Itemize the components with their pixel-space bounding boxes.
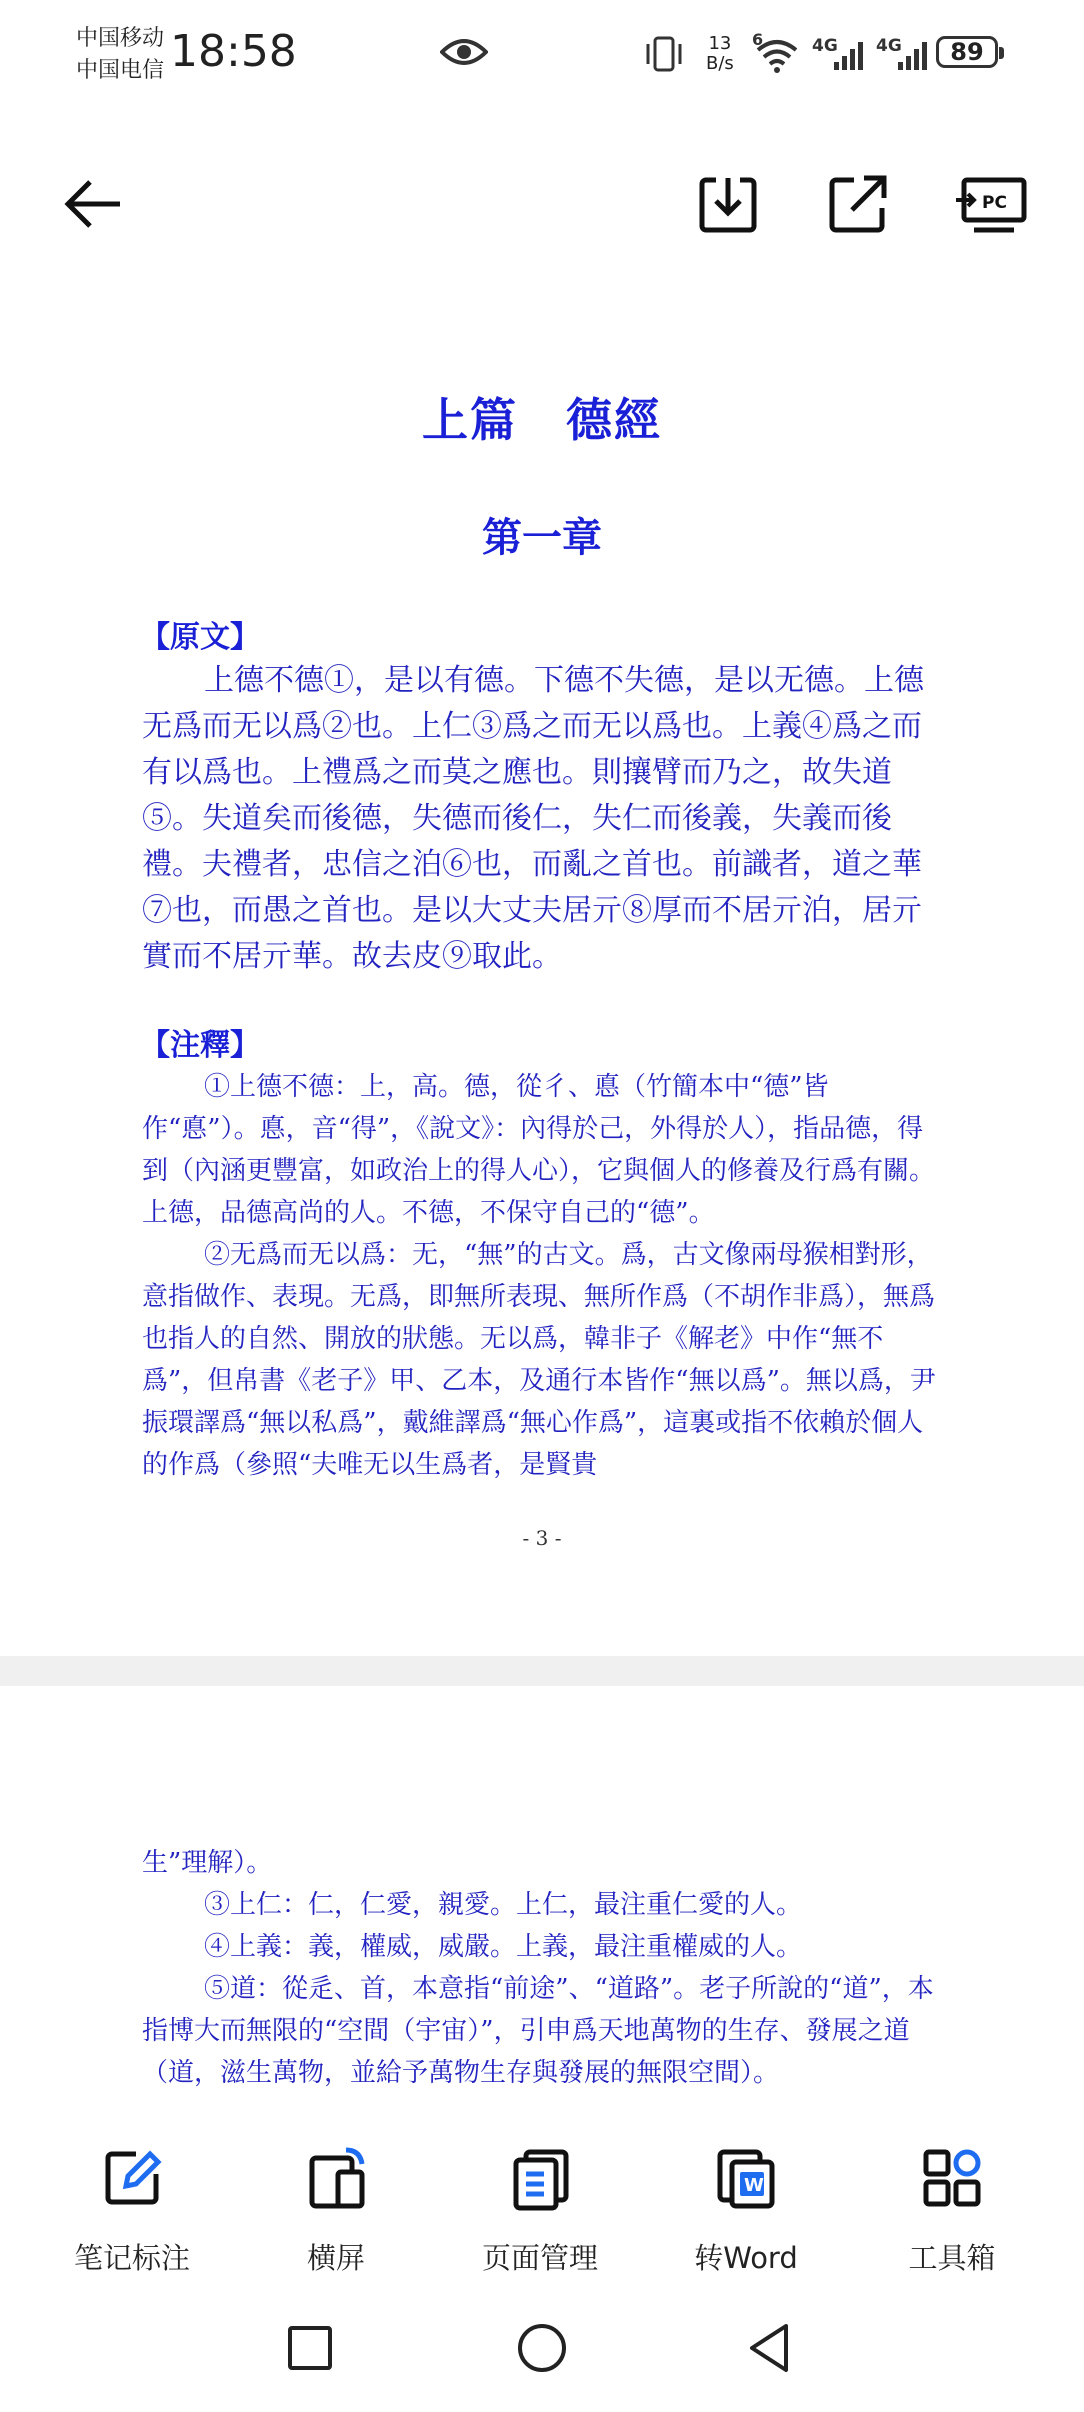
bottom-toolbar [0,2096,1084,2296]
tool-label: 横屏 [306,2241,365,2275]
note-edit-icon [96,2142,168,2214]
original-text [142,658,942,980]
pc-cast-icon[interactable] [952,168,1032,240]
section-original-heading: 【原文】 [140,620,260,655]
back-icon[interactable] [740,2318,800,2378]
tool-label: 工具箱 [908,2241,996,2275]
page-manage-button[interactable] [440,2142,640,2277]
net-speed-value: 13 [708,33,732,54]
back-arrow-icon[interactable] [58,168,130,240]
to-word-button[interactable] [646,2142,846,2277]
carrier-2: 中国电信 [76,58,165,83]
system-nav-bar [0,2296,1084,2412]
document-viewer[interactable] [0,286,1084,2096]
note-annotate-button[interactable] [32,2142,232,2277]
battery-icon: 89 [936,36,998,68]
share-icon[interactable] [822,168,894,240]
net-speed [706,34,734,74]
top-bar [0,140,1084,260]
net-speed-unit: B/s [706,53,734,74]
page-number: - 3 - [522,1526,562,1550]
clock: 18:58 [170,26,297,77]
document-page [0,1686,1084,2096]
home-icon[interactable] [512,2318,572,2378]
signal-2-label: 4G [876,36,902,56]
note-paragraph: ②无爲而无以爲：无，“無”的古文。爲，古文像兩母猴相對形，意指做作、表現。无爲，即無所表現、無所作爲（不胡作非爲），無爲也指人的自然、開放的狀態。无以爲，韓非子《解老》中作“無不爲”，但帛書《老子》甲、乙本，及通行本皆作“無以爲”。無以爲，尹振環譯爲“無以私爲”，戴維譯爲“無心作爲”，這裏或指不依賴於個人的作爲（參照“夫唯无以生爲者，是賢貴 [142,1240,936,1480]
wifi-badge: 6 [752,30,764,49]
signal-1-label: 4G [812,36,838,56]
tool-label: 转Word [694,2241,798,2275]
carrier-1: 中国移动 [76,26,165,51]
toolbox-button[interactable] [852,2142,1052,2277]
landscape-button[interactable] [236,2142,436,2277]
note-paragraph: ③上仁：仁，仁愛，親愛。上仁，最注重仁愛的人。 [204,1890,803,1920]
eye-icon [440,36,488,68]
original-paragraph: 上德不德①，是以有德。下德不失德，是以无德。上德无爲而无以爲②也。上仁③爲之而无以爲也。上義④爲之而有以爲也。上禮爲之而莫之應也。則攘臂而乃之，故失道⑤。失道矣而後德，失德而後仁，失仁而後義，失義而後禮。夫禮者，忠信之泊⑥也，而亂之首也。前識者，道之華⑦也，而愚之首也。是以大丈夫居亓⑧厚而不居亓泊，居亓實而不居亓華。故去皮⑨取此。 [142,663,924,974]
recent-apps-icon[interactable] [280,2318,340,2378]
download-icon[interactable] [692,168,764,240]
svg-text:W: W [744,2175,764,2196]
notes-text [142,1066,942,1486]
note-paragraph: 生”理解）。 [142,1848,273,1878]
note-paragraph: ①上德不德：上，高。德，從彳、悳（竹簡本中“德”皆作“悳”）。悳，音“得”，《說文》：內得於己，外得於人），指品德，得到（內涵更豐富，如政治上的得人心），它與個人的修養及行爲有關。上德，品德高尚的人。不德，不保守自己的“德”。 [142,1072,936,1228]
document-title: 上篇 德經 [422,393,662,447]
chapter-title: 第一章 [482,515,602,561]
document-page [0,286,1084,1656]
rotate-landscape-icon [300,2142,372,2214]
notes-text [142,1842,942,2094]
note-paragraph: ⑤道：從辵、首，本意指“前途”、“道路”。老子所說的“道”，本指博大而無限的“空間（宇宙）”，引申爲天地萬物的生存、發展之道（道，滋生萬物，並給予萬物生存與發展的無限空間）。 [142,1974,934,2088]
status-bar [0,0,1084,110]
toolbox-icon [916,2142,988,2214]
page-manage-icon [504,2142,576,2214]
note-paragraph: ④上義：義，權威，威嚴。上義，最注重權威的人。 [204,1932,803,1962]
section-notes-heading: 【注釋】 [140,1028,260,1063]
word-convert-icon [710,2142,782,2214]
vibrate-icon [642,30,686,78]
tool-label: 页面管理 [481,2241,598,2275]
svg-text:PC: PC [982,193,1007,213]
tool-label: 笔记标注 [73,2241,190,2275]
